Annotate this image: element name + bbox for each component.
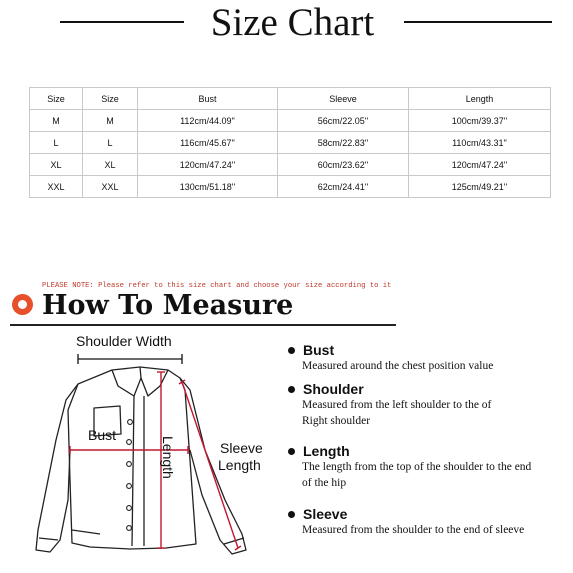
table-cell: 120cm/47.24'' — [409, 154, 551, 176]
bullet-icon — [288, 347, 295, 354]
table-header-row — [30, 88, 551, 110]
table-cell: L — [30, 132, 83, 154]
bust-label: Bust — [88, 427, 117, 443]
table-cell: XXL — [83, 176, 138, 198]
size-table — [29, 87, 551, 198]
measure-item-desc: Measured from the shoulder to the end of sleeve — [302, 524, 525, 536]
table-cell: 60cm/23.62'' — [278, 154, 409, 176]
column-header: Sleeve — [278, 88, 409, 110]
table-cell: XXL — [30, 176, 83, 198]
measure-item-bust — [288, 342, 568, 374]
table-cell: 100cm/39.37'' — [409, 110, 551, 132]
table-cell: M — [83, 110, 138, 132]
measure-item-desc: Measured around the chest position value — [302, 360, 494, 372]
measure-item-length — [288, 443, 568, 491]
measure-item-title: Length — [303, 443, 350, 459]
measure-item-title: Bust — [303, 342, 335, 358]
table-row — [30, 176, 551, 198]
measure-item-desc: The length from the top of the shoulder to the end of the hip — [302, 461, 532, 489]
table-cell: 58cm/22.83'' — [278, 132, 409, 154]
column-header: Length — [409, 88, 551, 110]
table-cell: XL — [30, 154, 83, 176]
measure-item-title: Sleeve — [303, 506, 348, 522]
table-cell: L — [83, 132, 138, 154]
column-header: Size — [83, 88, 138, 110]
column-header: Size — [30, 88, 83, 110]
target-bullet-icon — [12, 294, 33, 315]
table-cell: 130cm/51.18'' — [138, 176, 278, 198]
size-note: PLEASE NOTE: Please refer to this size chart and choose your size according to it — [42, 282, 392, 290]
shirt-diagram — [20, 330, 280, 565]
table-cell: 112cm/44.09'' — [138, 110, 278, 132]
table-row — [30, 110, 551, 132]
section-title: How To Measure — [42, 290, 294, 321]
title-rule-left — [60, 21, 184, 23]
column-header: Bust — [138, 88, 278, 110]
size-chart-header — [0, 0, 573, 46]
measure-item-title: Shoulder — [303, 381, 364, 397]
table-row — [30, 154, 551, 176]
table-cell: 120cm/47.24'' — [138, 154, 278, 176]
bullet-icon — [288, 386, 295, 393]
table-cell: XL — [83, 154, 138, 176]
page-title: Size Chart — [210, 1, 375, 44]
title-rule-right — [404, 21, 552, 23]
measure-item-desc: Measured from the left shoulder to the of Right shoulder — [302, 399, 492, 427]
sleeve-length-label-line1: Sleeve — [220, 440, 263, 456]
shoulder-width-label: Shoulder Width — [76, 333, 172, 349]
sleeve-length-label-line2: Length — [218, 457, 261, 473]
table-cell: 116cm/45.67'' — [138, 132, 278, 154]
measure-item-sleeve — [288, 506, 568, 538]
table-cell: 125cm/49.21'' — [409, 176, 551, 198]
length-label: Length — [160, 436, 176, 479]
table-cell: 56cm/22.05'' — [278, 110, 409, 132]
section-rule — [10, 324, 396, 326]
table-row — [30, 132, 551, 154]
table-cell: 110cm/43.31'' — [409, 132, 551, 154]
table-cell: M — [30, 110, 83, 132]
measure-item-shoulder — [288, 381, 568, 429]
bullet-icon — [288, 511, 295, 518]
bullet-icon — [288, 448, 295, 455]
table-cell: 62cm/24.41'' — [278, 176, 409, 198]
